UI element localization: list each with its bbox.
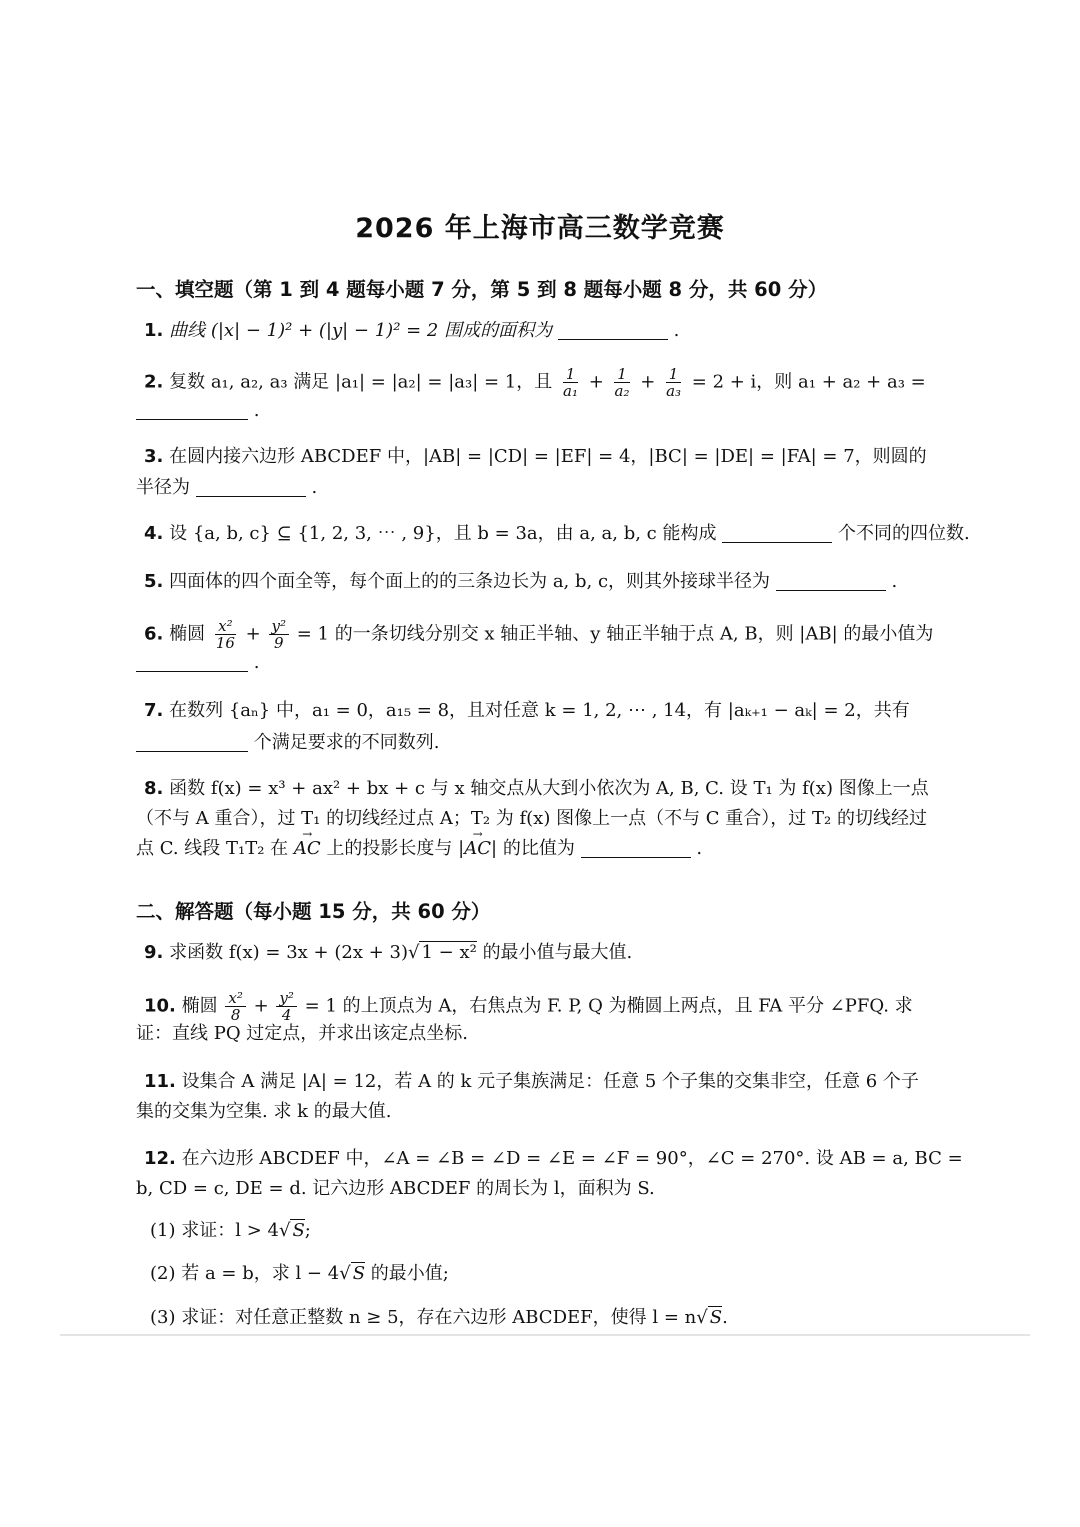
problem-7-line-2 bbox=[136, 730, 439, 756]
problem-text: 若 a = b，求 l − 4 bbox=[181, 1263, 340, 1284]
problem-4 bbox=[144, 521, 970, 547]
fraction-x2-over-8: $\frac{\text{x²}}{8}$ bbox=[225, 990, 245, 1023]
problem-12-line-2 bbox=[136, 1176, 655, 1202]
problem-text: 求函数 f(x) = 3x + (2x + 3) bbox=[169, 942, 408, 963]
problem-number: 3. bbox=[144, 446, 164, 467]
problem-text: 设集合 A 满足 |A| = 12，若 A 的 k 元子集族满足：任意 5 个子集的交集非空，任意 6 个子 bbox=[181, 1071, 919, 1092]
problem-12-part-2 bbox=[150, 1261, 449, 1287]
problem-text: 四面体的四个面全等，每个面上的的三条边长为 a, b, c，则其外接球半径为 bbox=[169, 571, 771, 592]
problem-text: = 2 + i，则 a₁ + a₂ + a₃ = bbox=[691, 371, 926, 393]
problem-number: 12. bbox=[144, 1148, 176, 1169]
answer-blank[interactable] bbox=[581, 839, 691, 858]
part-label: (1) bbox=[150, 1220, 176, 1241]
plus-sign: + bbox=[640, 371, 656, 393]
answer-blank[interactable] bbox=[136, 401, 248, 420]
punctuation: . bbox=[696, 838, 703, 859]
problem-text: 在圆内接六边形 ABCDEF 中，|AB| = |CD| = |EF| = 4，|BC| = |DE| = |FA| = 7，则圆的 bbox=[169, 446, 927, 467]
sqrt-sign: √ S bbox=[696, 1307, 723, 1328]
section-solutions-heading: 二、解答题（每小题 15 分，共 60 分） bbox=[136, 900, 491, 923]
fraction-1-over-a3: $\frac{1}{\text{a₃}}$ bbox=[666, 365, 682, 400]
problem-text: 的比值为 bbox=[502, 838, 575, 859]
problem-text: 上的投影长度与 bbox=[326, 838, 453, 859]
fraction-x2-over-16: $\frac{\text{x²}}{16}$ bbox=[215, 617, 235, 652]
problem-text: 点 C. 线段 T₁T₂ 在 bbox=[136, 838, 289, 859]
punctuation: . bbox=[311, 477, 318, 498]
fraction-1-over-a1: $\frac{1}{\text{a₁}}$ bbox=[563, 365, 578, 400]
problem-8 bbox=[144, 776, 929, 802]
problem-text: 在六边形 ABCDEF 中，∠A = ∠B = ∠D = ∠E = ∠F = 90°，∠C = 270°. 设 AB = a, BC = bbox=[181, 1148, 963, 1169]
page-title: 2026 年上海市高三数学竞赛 bbox=[355, 213, 725, 244]
problem-text: 求证：l > 4 bbox=[181, 1220, 279, 1241]
fraction-y2-over-9: $\frac{\text{y²}}{9}$ bbox=[269, 618, 290, 651]
problem-3-line-2 bbox=[136, 475, 317, 501]
problem-number: 9. bbox=[144, 942, 164, 963]
problem-number: 4. bbox=[144, 523, 164, 544]
problem-6 bbox=[144, 618, 933, 651]
problem-text: = 1 的一条切线分别交 x 轴正半轴、y 轴正半轴于点 A, B，则 |AB| 的最小值为 bbox=[296, 623, 934, 645]
part-label: (2) bbox=[150, 1263, 176, 1284]
problem-text: b, CD = c, DE = d. 记六边形 ABCDEF 的周长为 l，面积为 S. bbox=[136, 1178, 655, 1199]
problem-number: 8. bbox=[144, 778, 164, 799]
plus-sign: + bbox=[588, 371, 604, 393]
problem-text: = 1 的上顶点为 A，右焦点为 F. P, Q 为椭圆上两点，且 FA 平分 ∠PFQ. 求 bbox=[304, 995, 913, 1017]
problem-number: 5. bbox=[144, 571, 164, 592]
problem-text: 椭圆 bbox=[169, 623, 206, 645]
page-bottom-rule bbox=[60, 1334, 1030, 1336]
problem-text: 集的交集为空集. 求 k 的最大值. bbox=[136, 1101, 392, 1122]
problem-8-line-2 bbox=[136, 806, 927, 832]
abs-vector-ac: |→ AC| bbox=[458, 838, 497, 859]
problem-1 bbox=[144, 318, 679, 344]
sqrt-sign: √ S bbox=[339, 1263, 366, 1284]
vector-ac: → AC bbox=[294, 836, 321, 862]
problem-text: 在数列 {aₙ} 中，a₁ = 0，a₁₅ = 8，且对任意 k = 1, 2, ⋯ , 14，有 |aₖ₊₁ − aₖ| = 2，共有 bbox=[169, 700, 910, 721]
problem-text: 半径为 bbox=[136, 477, 190, 498]
problem-2 bbox=[144, 366, 926, 399]
problem-9 bbox=[144, 940, 632, 966]
answer-blank[interactable] bbox=[722, 524, 832, 543]
problem-text: 设 {a, b, c} ⊆ {1, 2, 3, ⋯ , 9}，且 b = 3a，由 a, a, b, c 能构成 bbox=[169, 523, 717, 544]
problem-3 bbox=[144, 444, 927, 470]
problem-number: 7. bbox=[144, 700, 164, 721]
problem-12-part-3 bbox=[150, 1305, 728, 1331]
punctuation: . bbox=[891, 571, 898, 592]
answer-blank[interactable] bbox=[136, 653, 248, 672]
sqrt-sign: √ 1 − x² bbox=[407, 942, 477, 963]
answer-blank[interactable] bbox=[776, 572, 886, 591]
punctuation: . bbox=[253, 652, 260, 673]
answer-blank[interactable] bbox=[136, 733, 248, 752]
problem-10-line-2 bbox=[136, 1021, 468, 1047]
problem-text: 个满足要求的不同数列. bbox=[253, 732, 440, 753]
problem-text: 复数 a₁, a₂, a₃ 满足 |a₁| = |a₂| = |a₃| = 1，且 bbox=[169, 371, 553, 393]
punctuation: . bbox=[673, 320, 680, 341]
problem-text: 函数 f(x) = x³ + ax² + bx + c 与 x 轴交点从大到小依次为 A, B, C. 设 T₁ 为 f(x) 图像上一点 bbox=[169, 778, 929, 799]
problem-text: 的最小值; bbox=[370, 1263, 449, 1284]
problem-text: （不与 A 重合），过 T₁ 的切线经过点 A；T₂ 为 f(x) 图像上一点（不与 C 重合），过 T₂ 的切线经过 bbox=[136, 808, 927, 829]
problem-text: 曲线 (|x| − 1)² + (|y| − 1)² = 2 围成的面积为 bbox=[169, 320, 553, 341]
problem-number: 2. bbox=[144, 371, 164, 393]
problem-text: 求证：对任意正整数 n ≥ 5，存在六边形 ABCDEF，使得 l = n bbox=[181, 1307, 697, 1328]
problem-6-answer-line bbox=[136, 650, 259, 676]
problem-8-line-3 bbox=[136, 836, 702, 862]
problem-12-part-1 bbox=[150, 1218, 311, 1244]
problem-number: 11. bbox=[144, 1071, 176, 1092]
fraction-1-over-a2: $\frac{1}{\text{a₂}}$ bbox=[614, 365, 630, 400]
part-label: (3) bbox=[150, 1307, 176, 1328]
sqrt-sign: √ S bbox=[278, 1220, 305, 1241]
fraction-y2-over-4: $\frac{\text{y²}}{4}$ bbox=[276, 990, 297, 1023]
problem-text: 椭圆 bbox=[181, 995, 218, 1017]
problem-10 bbox=[144, 990, 913, 1023]
punctuation: ; bbox=[304, 1220, 311, 1241]
problem-number: 1. bbox=[144, 320, 164, 341]
problem-text: 个不同的四位数. bbox=[837, 523, 970, 544]
section-fill-in-heading: 一、填空题（第 1 到 4 题每小题 7 分，第 5 到 8 题每小题 8 分，共 60 分） bbox=[136, 278, 828, 301]
problem-number: 10. bbox=[144, 995, 176, 1017]
problem-text: 的最小值与最大值. bbox=[482, 942, 633, 963]
problem-text: 证：直线 PQ 过定点，并求出该定点坐标. bbox=[136, 1023, 469, 1044]
answer-blank[interactable] bbox=[558, 321, 668, 340]
problem-5 bbox=[144, 569, 897, 595]
problem-11-line-2 bbox=[136, 1099, 392, 1125]
punctuation: . bbox=[722, 1307, 728, 1328]
punctuation: . bbox=[253, 400, 260, 421]
problem-7 bbox=[144, 698, 910, 724]
plus-sign: + bbox=[245, 623, 261, 645]
problem-number: 6. bbox=[144, 623, 164, 645]
answer-blank[interactable] bbox=[196, 478, 306, 497]
plus-sign: + bbox=[253, 995, 269, 1017]
problem-12 bbox=[144, 1146, 963, 1172]
problem-11 bbox=[144, 1069, 919, 1095]
problem-2-answer-line bbox=[136, 398, 259, 424]
